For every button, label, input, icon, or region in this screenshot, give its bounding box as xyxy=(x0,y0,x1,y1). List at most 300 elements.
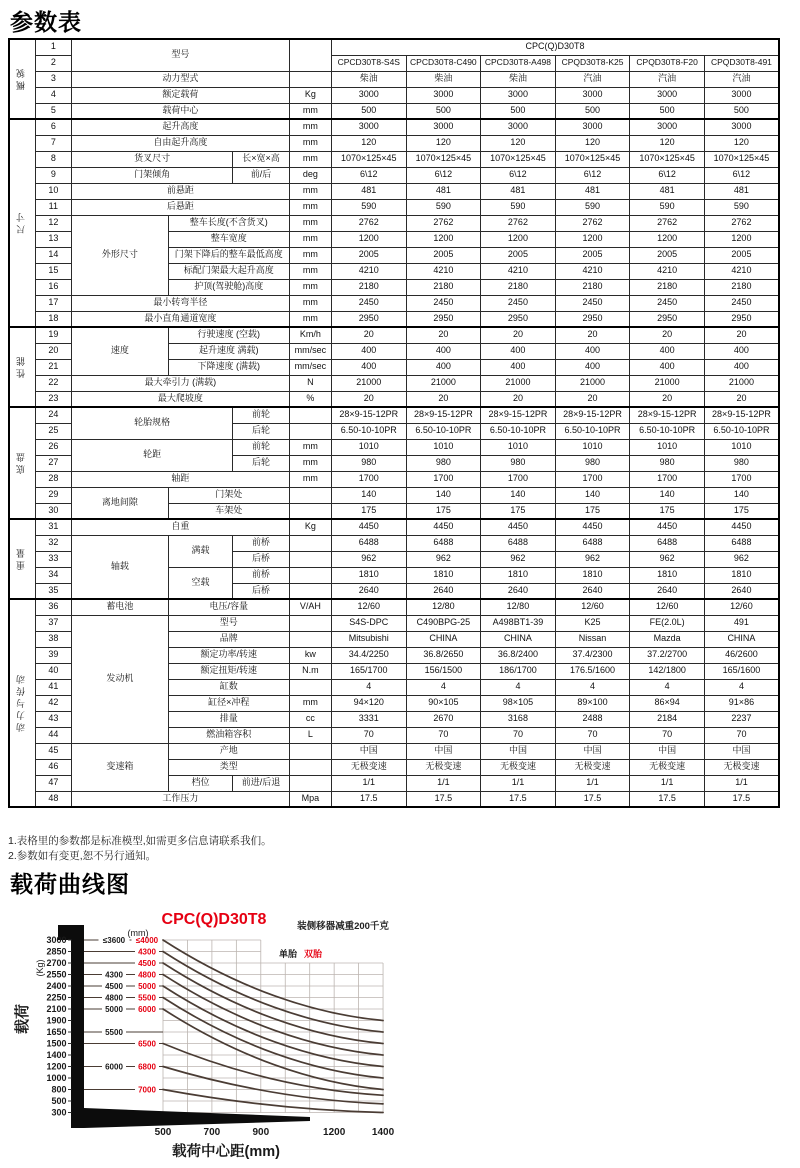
value-cell: 4 xyxy=(630,679,705,695)
value-cell: 175 xyxy=(555,503,630,519)
unit-label: mm xyxy=(289,311,331,327)
table-row xyxy=(9,519,779,535)
value-cell: 4450 xyxy=(406,519,481,535)
chart-title: CPC(Q)D30T8 xyxy=(161,911,267,928)
value-cell: 17.5 xyxy=(630,791,705,807)
value-cell: 1/1 xyxy=(630,775,705,791)
value-cell: 70 xyxy=(406,727,481,743)
value-cell: 6488 xyxy=(406,535,481,551)
value-cell: 柴油 xyxy=(332,71,407,87)
category-label: 底盘 xyxy=(16,449,27,474)
param-label: 行驶速度 (空载) xyxy=(168,327,289,343)
value-cell: 3000 xyxy=(481,87,556,103)
value-cell: 2180 xyxy=(630,279,705,295)
value-cell: 2005 xyxy=(555,247,630,263)
param-label: 整车宽度 xyxy=(168,231,289,247)
value-cell: 400 xyxy=(406,359,481,375)
value-cell: 4450 xyxy=(332,519,407,535)
unit-label xyxy=(289,759,331,775)
param-label: 蓄电池 xyxy=(71,599,168,615)
value-cell: 590 xyxy=(481,199,556,215)
spec-table-body xyxy=(9,39,779,807)
value-cell: 2180 xyxy=(481,279,556,295)
row-number: 25 xyxy=(35,423,71,439)
value-cell: 2640 xyxy=(555,583,630,599)
value-cell: 3000 xyxy=(630,119,705,135)
row-number: 23 xyxy=(35,391,71,407)
category-cell xyxy=(9,327,35,407)
value-cell: 6.50-10-10PR xyxy=(555,423,630,439)
value-cell: 481 xyxy=(406,183,481,199)
param-label: 长×宽×高 xyxy=(233,151,289,167)
value-cell: 12/60 xyxy=(555,599,630,615)
value-cell: 165/1700 xyxy=(332,663,407,679)
value-cell: 1010 xyxy=(704,439,779,455)
unit-label: mm xyxy=(289,247,331,263)
value-cell: 17.5 xyxy=(555,791,630,807)
param-label: 工作压力 xyxy=(71,791,289,807)
param-label: 最大牵引力 (满载) xyxy=(71,375,289,391)
value-cell: 1200 xyxy=(630,231,705,247)
value-cell: 4 xyxy=(704,679,779,695)
unit-label xyxy=(289,551,331,567)
row-number: 17 xyxy=(35,295,71,311)
row-number: 15 xyxy=(35,263,71,279)
value-cell: FE(2.0L) xyxy=(630,615,705,631)
value-cell: 140 xyxy=(332,487,407,503)
param-label: 起升高度 xyxy=(71,119,289,135)
value-cell: 20 xyxy=(704,391,779,407)
value-cell: 1010 xyxy=(406,439,481,455)
value-cell: 400 xyxy=(555,359,630,375)
value-cell: 1810 xyxy=(481,567,556,583)
load-curve xyxy=(163,975,383,1056)
value-cell: 1010 xyxy=(555,439,630,455)
value-cell: 1/1 xyxy=(481,775,556,791)
value-cell: 3000 xyxy=(704,119,779,135)
value-cell: 1810 xyxy=(555,567,630,583)
single-tire-mast-label: 4800 xyxy=(105,993,123,1003)
value-cell: 中国 xyxy=(704,743,779,759)
value-cell: 980 xyxy=(481,455,556,471)
row-number: 9 xyxy=(35,167,71,183)
value-cell: 400 xyxy=(704,343,779,359)
row-number: 40 xyxy=(35,663,71,679)
x-axis-title: 载荷中心距(mm) xyxy=(172,1144,280,1160)
value-cell: CHINA xyxy=(704,631,779,647)
value-cell: 86×94 xyxy=(630,695,705,711)
row-number: 5 xyxy=(35,103,71,119)
row-number: 13 xyxy=(35,231,71,247)
chart-note: 装侧移器减重200千克 xyxy=(297,921,389,932)
param-label: 后轮 xyxy=(233,455,289,471)
dual-tire-mast-label: 4300 xyxy=(138,947,156,957)
value-cell: 1/1 xyxy=(332,775,407,791)
single-tire-mast-label: 5000 xyxy=(105,1004,123,1014)
param-label: 档位 xyxy=(168,775,233,791)
table-row xyxy=(9,407,779,423)
x-tick-label: 1400 xyxy=(371,1127,395,1138)
model-name: CPCD30T8-A498 xyxy=(481,55,556,71)
value-cell: 70 xyxy=(555,727,630,743)
dual-tire-mast-label: ≤4000 xyxy=(135,935,159,945)
value-cell: 4450 xyxy=(630,519,705,535)
dual-tire-mast-label: 4800 xyxy=(138,970,156,980)
value-cell: 140 xyxy=(555,487,630,503)
value-cell: 无极变速 xyxy=(332,759,407,775)
value-cell: 2762 xyxy=(406,215,481,231)
row-number: 22 xyxy=(35,375,71,391)
param-label: 排量 xyxy=(168,711,289,727)
unit-label: Mpa xyxy=(289,791,331,807)
unit-label: mm xyxy=(289,183,331,199)
single-tire-mast-label: 4500 xyxy=(105,981,123,991)
value-cell: 980 xyxy=(406,455,481,471)
value-cell: CHINA xyxy=(406,631,481,647)
value-cell: 12/60 xyxy=(630,599,705,615)
value-cell: 2450 xyxy=(630,295,705,311)
category-cell xyxy=(9,599,35,807)
footnote-1: 1.表格里的参数都是标准模型,如需更多信息请联系我们。 xyxy=(8,835,272,847)
value-cell: 1700 xyxy=(406,471,481,487)
value-cell: 4210 xyxy=(630,263,705,279)
y-axis-unit: (Kg) xyxy=(35,959,45,977)
single-tire-mast-label: 6000 xyxy=(105,1062,123,1072)
value-cell: 6\12 xyxy=(332,167,407,183)
value-cell: 500 xyxy=(555,103,630,119)
value-cell: 20 xyxy=(630,327,705,343)
value-cell: 1200 xyxy=(555,231,630,247)
value-cell: 175 xyxy=(704,503,779,519)
row-number: 34 xyxy=(35,567,71,583)
value-cell: 1010 xyxy=(630,439,705,455)
y-tick-label: 800 xyxy=(51,1084,67,1095)
param-label: 门架倾角 xyxy=(71,167,232,183)
value-cell: 4210 xyxy=(555,263,630,279)
value-cell: S4S-DPC xyxy=(332,615,407,631)
unit-label: mm/sec xyxy=(289,359,331,375)
row-number: 21 xyxy=(35,359,71,375)
model-name: CPQD30T8-491 xyxy=(704,55,779,71)
param-label: 动力型式 xyxy=(71,71,289,87)
param-label: 货叉尺寸 xyxy=(71,151,232,167)
dual-tire-mast-label: 7000 xyxy=(138,1085,156,1095)
value-cell: 中国 xyxy=(555,743,630,759)
param-label: 后悬距 xyxy=(71,199,289,215)
value-cell: 1070×125×45 xyxy=(630,151,705,167)
unit-label xyxy=(289,775,331,791)
unit-label: mm/sec xyxy=(289,343,331,359)
row-number: 2 xyxy=(35,55,71,71)
param-label: 额定功率/转速 xyxy=(168,647,289,663)
param-label: 速度 xyxy=(71,327,168,375)
unit-label: Kg xyxy=(289,87,331,103)
table-row xyxy=(9,791,779,807)
value-cell: 70 xyxy=(481,727,556,743)
param-label: 轴载 xyxy=(71,535,168,599)
category-label: 性能 xyxy=(16,353,27,378)
table-row xyxy=(9,215,779,231)
unit-label: Kg xyxy=(289,519,331,535)
dual-tire-mast-label: 5000 xyxy=(138,981,156,991)
category-label: 尺寸 xyxy=(16,209,27,234)
unit-label: mm xyxy=(289,199,331,215)
param-label: 额定载荷 xyxy=(71,87,289,103)
value-cell: Nissan xyxy=(555,631,630,647)
value-cell: 2640 xyxy=(630,583,705,599)
y-tick-label: 2100 xyxy=(46,1004,67,1015)
value-cell: C490BPG-25 xyxy=(406,615,481,631)
unit-label: kw xyxy=(289,647,331,663)
table-row xyxy=(9,103,779,119)
value-cell: 2450 xyxy=(406,295,481,311)
param-label: 门架处 xyxy=(168,487,289,503)
row-number: 36 xyxy=(35,599,71,615)
load-curve xyxy=(163,1009,383,1090)
y-tick-label: 2700 xyxy=(46,958,67,969)
value-cell: 21000 xyxy=(630,375,705,391)
param-label: 轮距 xyxy=(71,439,232,471)
param-label: 类型 xyxy=(168,759,289,775)
unit-label: V/AH xyxy=(289,599,331,615)
x-tick-label: 700 xyxy=(203,1127,221,1138)
value-cell: 28×9-15-12PR xyxy=(481,407,556,423)
load-curve xyxy=(163,940,383,1021)
dual-tire-mast-label: 6800 xyxy=(138,1062,156,1072)
model-name: CPQD30T8-K25 xyxy=(555,55,630,71)
value-cell: 481 xyxy=(704,183,779,199)
param-label: 前轮 xyxy=(233,439,289,455)
value-cell: 46/2600 xyxy=(704,647,779,663)
value-cell: 34.4/2250 xyxy=(332,647,407,663)
value-cell: 4450 xyxy=(555,519,630,535)
value-cell: 500 xyxy=(630,103,705,119)
unit-label xyxy=(289,487,331,503)
value-cell: 28×9-15-12PR xyxy=(630,407,705,423)
value-cell: 1810 xyxy=(704,567,779,583)
unit-label: mm xyxy=(289,103,331,119)
value-cell: 89×100 xyxy=(555,695,630,711)
value-cell: 70 xyxy=(630,727,705,743)
row-number: 16 xyxy=(35,279,71,295)
param-label: 最小直角通道宽度 xyxy=(71,311,289,327)
legend-single-tire: 单胎 xyxy=(278,949,298,959)
value-cell: 6488 xyxy=(481,535,556,551)
row-number: 42 xyxy=(35,695,71,711)
value-cell: 2180 xyxy=(406,279,481,295)
value-cell: 4210 xyxy=(406,263,481,279)
value-cell: 91×86 xyxy=(704,695,779,711)
row-number: 45 xyxy=(35,743,71,759)
unit-label xyxy=(289,503,331,519)
value-cell: 481 xyxy=(332,183,407,199)
value-cell: 中国 xyxy=(481,743,556,759)
value-cell: 2005 xyxy=(481,247,556,263)
param-label: 缸径×冲程 xyxy=(168,695,289,711)
row-number: 31 xyxy=(35,519,71,535)
single-tire-mast-label: 5500 xyxy=(105,1027,123,1037)
param-label: 型号 xyxy=(168,615,289,631)
value-cell: 20 xyxy=(630,391,705,407)
value-cell: 3000 xyxy=(332,87,407,103)
value-cell: 3000 xyxy=(406,87,481,103)
value-cell: 3000 xyxy=(630,87,705,103)
row-number: 24 xyxy=(35,407,71,423)
value-cell: 无极变速 xyxy=(555,759,630,775)
model-name: CPCD30T8-C490 xyxy=(406,55,481,71)
value-cell: 2640 xyxy=(704,583,779,599)
table-row xyxy=(9,471,779,487)
value-cell: 2640 xyxy=(406,583,481,599)
value-cell: 1070×125×45 xyxy=(555,151,630,167)
param-label: 后轮 xyxy=(233,423,289,439)
value-cell: 590 xyxy=(630,199,705,215)
footnotes xyxy=(8,834,272,863)
category-label: 动力与传动 xyxy=(16,671,27,732)
model-name: CPQD30T8-F20 xyxy=(630,55,705,71)
value-cell: 962 xyxy=(555,551,630,567)
param-label: 燃油箱容积 xyxy=(168,727,289,743)
value-cell: 1070×125×45 xyxy=(332,151,407,167)
value-cell: 3000 xyxy=(406,119,481,135)
value-cell: 21000 xyxy=(406,375,481,391)
value-cell: 12/80 xyxy=(406,599,481,615)
value-cell: 1700 xyxy=(332,471,407,487)
value-cell: 980 xyxy=(555,455,630,471)
value-cell: 4210 xyxy=(481,263,556,279)
y-tick-label: 1400 xyxy=(46,1050,67,1061)
param-label: 后桥 xyxy=(233,583,289,599)
value-cell: 2450 xyxy=(481,295,556,311)
param-label: 前/后 xyxy=(233,167,289,183)
row-number: 7 xyxy=(35,135,71,151)
value-cell: 6.50-10-10PR xyxy=(332,423,407,439)
unit-label: mm xyxy=(289,279,331,295)
row-number: 3 xyxy=(35,71,71,87)
value-cell: 491 xyxy=(704,615,779,631)
value-cell: 21000 xyxy=(332,375,407,391)
row-number: 18 xyxy=(35,311,71,327)
mast-unit-header: (mm) xyxy=(127,928,149,938)
param-label: 后桥 xyxy=(233,551,289,567)
row-number: 39 xyxy=(35,647,71,663)
value-cell: 1010 xyxy=(332,439,407,455)
value-cell: 20 xyxy=(481,391,556,407)
param-label: 轮胎规格 xyxy=(71,407,232,439)
value-cell: 400 xyxy=(704,359,779,375)
unit-label: mm xyxy=(289,471,331,487)
param-label: 空载 xyxy=(168,567,233,599)
value-cell: 中国 xyxy=(406,743,481,759)
value-cell: 4 xyxy=(481,679,556,695)
value-cell: 4 xyxy=(555,679,630,695)
value-cell: 1/1 xyxy=(555,775,630,791)
table-row xyxy=(9,119,779,135)
value-cell: 1700 xyxy=(630,471,705,487)
y-tick-label: 2250 xyxy=(46,992,67,1003)
unit-label: Km/h xyxy=(289,327,331,343)
load-curve xyxy=(163,998,383,1079)
value-cell: 2950 xyxy=(481,311,556,327)
load-curve xyxy=(163,952,383,1033)
table-row xyxy=(9,311,779,327)
value-cell: 中国 xyxy=(332,743,407,759)
value-cell: 4210 xyxy=(332,263,407,279)
value-cell: 20 xyxy=(481,327,556,343)
param-label: 缸数 xyxy=(168,679,289,695)
value-cell: 6488 xyxy=(332,535,407,551)
value-cell: 175 xyxy=(481,503,556,519)
unit-label: mm xyxy=(289,695,331,711)
value-cell: 962 xyxy=(481,551,556,567)
value-cell: 120 xyxy=(704,135,779,151)
value-cell: 120 xyxy=(406,135,481,151)
value-cell: 28×9-15-12PR xyxy=(406,407,481,423)
y-tick-label: 300 xyxy=(51,1107,67,1118)
table-row xyxy=(9,375,779,391)
unit-label: N xyxy=(289,375,331,391)
param-label: 标配门架最大起升高度 xyxy=(168,263,289,279)
value-cell: 2237 xyxy=(704,711,779,727)
param-label: 前轮 xyxy=(233,407,289,423)
row-number: 12 xyxy=(35,215,71,231)
value-cell: 1200 xyxy=(332,231,407,247)
value-cell: 176.5/1600 xyxy=(555,663,630,679)
value-cell: 980 xyxy=(332,455,407,471)
x-tick-label: 900 xyxy=(252,1127,270,1138)
value-cell: 6.50-10-10PR xyxy=(630,423,705,439)
row-number: 10 xyxy=(35,183,71,199)
value-cell: 2450 xyxy=(332,295,407,311)
value-cell: 3331 xyxy=(332,711,407,727)
value-cell: 500 xyxy=(332,103,407,119)
category-cell xyxy=(9,407,35,519)
value-cell: 140 xyxy=(630,487,705,503)
row-number: 14 xyxy=(35,247,71,263)
value-cell: 3000 xyxy=(704,87,779,103)
value-cell: 2180 xyxy=(332,279,407,295)
value-cell: 962 xyxy=(406,551,481,567)
param-label: 轴距 xyxy=(71,471,289,487)
value-cell: 2950 xyxy=(406,311,481,327)
param-label: 护顶(驾驶舱)高度 xyxy=(168,279,289,295)
table-row xyxy=(9,439,779,455)
value-cell: 90×105 xyxy=(406,695,481,711)
value-cell: 400 xyxy=(406,343,481,359)
param-label: 前桥 xyxy=(233,567,289,583)
unit-label: N.m xyxy=(289,663,331,679)
y-tick-label: 1900 xyxy=(46,1015,67,1026)
value-cell: 481 xyxy=(555,183,630,199)
table-row xyxy=(9,327,779,343)
load-curve-chart xyxy=(0,902,800,1168)
value-cell: 2762 xyxy=(481,215,556,231)
value-cell: 无极变速 xyxy=(630,759,705,775)
x-tick-label: 1200 xyxy=(323,1127,346,1138)
value-cell: 3000 xyxy=(555,119,630,135)
category-label: 概貌 xyxy=(16,65,27,90)
dual-tire-mast-label: 6500 xyxy=(138,1039,156,1049)
value-cell: 汽油 xyxy=(630,71,705,87)
value-cell: K25 xyxy=(555,615,630,631)
value-cell: 2640 xyxy=(481,583,556,599)
value-cell: 2670 xyxy=(406,711,481,727)
value-cell: 36.8/2650 xyxy=(406,647,481,663)
value-cell: 1200 xyxy=(481,231,556,247)
value-cell: 6488 xyxy=(704,535,779,551)
value-cell: 2450 xyxy=(555,295,630,311)
value-cell: 28×9-15-12PR xyxy=(555,407,630,423)
